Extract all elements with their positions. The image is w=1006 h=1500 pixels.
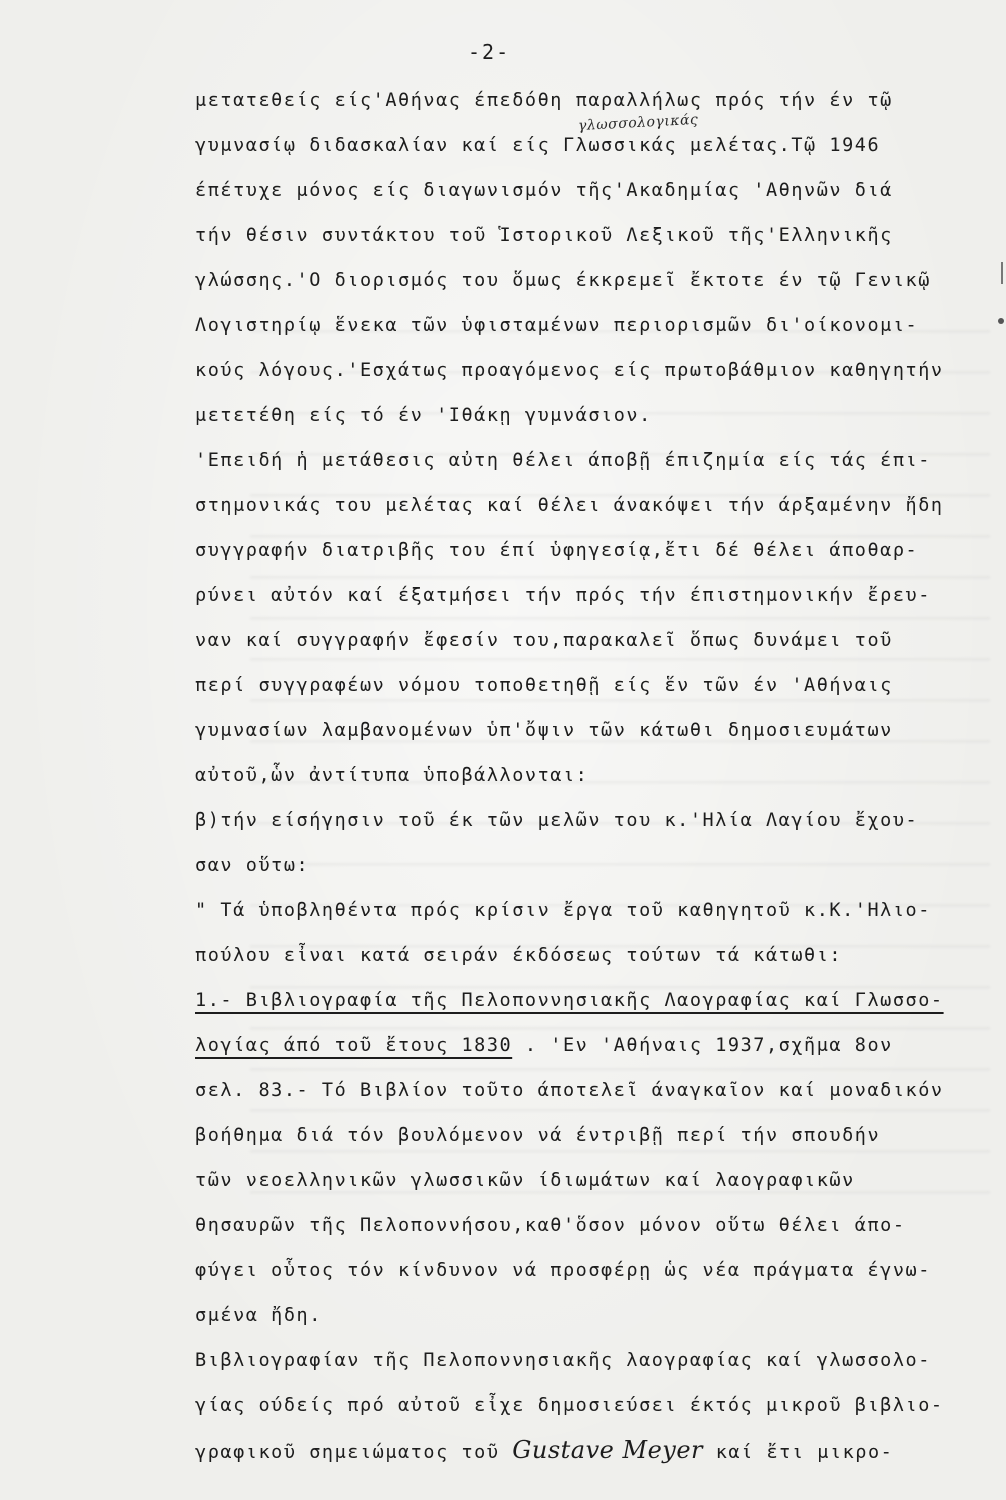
text-line: μετατεθείς είς'Αθήνας έπεδόθη παραλλήλως πρός τήν έν τῷ bbox=[195, 90, 893, 111]
handwritten-annotation: γλωσσολογικάς bbox=[577, 111, 699, 135]
text-line: Βιβλιογραφίαν τῆς Πελοποννησιακῆς λαογραφίας καί γλωσσολο- bbox=[195, 1350, 931, 1371]
text-line: μετετέθη είς τό έν 'Ιθάκῃ γυμνάσιον. bbox=[195, 405, 652, 426]
text-line: πούλου εἶναι κατά σειράν έκδόσεως τούτων τά κάτωθι: bbox=[195, 945, 843, 966]
text-line: γίας ούδείς πρό αὐτοῦ εἶχε δημοσιεύσει έκτός μικροῦ βιβλιο- bbox=[195, 1395, 944, 1416]
text-line: 'Επειδή ἡ μετάθεσις αὐτη θέλει άποβῇ έπιζημία είς τάς έπι- bbox=[195, 450, 931, 471]
item-1-title-line-2 bbox=[195, 1023, 975, 1068]
text-line: περί συγγραφέων νόμου τοποθετηθῇ είς ἕν τῶν έν 'Αθήναις bbox=[195, 675, 893, 696]
item-1-title-continued: λογίας άπό τοῦ ἔτους 1830 bbox=[195, 1035, 513, 1056]
last-text-line bbox=[195, 1428, 975, 1473]
text-line: φύγει οὗτος τόν κίνδυνον νά προσφέρῃ ὡς νέα πράγματα έγνω- bbox=[195, 1260, 931, 1281]
text-line: σελ. 83.- Τό Βιβλίον τοῦτο άποτελεῖ άναγκαῖον καί μοναδικόν bbox=[195, 1080, 944, 1101]
typed-body-text bbox=[195, 78, 975, 1473]
text-line: γυμνασίων λαμβανομένων ὑπ'ὄψιν τῶν κάτωθι δημοσιευμάτων bbox=[195, 720, 893, 741]
item-1-publication-info: . 'Εν 'Αθήναις 1937,σχῆμα 8ον bbox=[512, 1035, 893, 1056]
text-line: σμένα ἤδη. bbox=[195, 1305, 322, 1326]
text-line: β)τήν είσήγησιν τοῦ έκ τῶν μελῶν του κ.'Ηλία Λαγίου ἔχου- bbox=[195, 810, 919, 831]
text-line: ναν καί συγγραφήν ἔφεσίν του,παρακαλεῖ ὅπως δυνάμει τοῦ bbox=[195, 630, 893, 651]
text-line: έπέτυχε μόνος είς διαγωνισμόν τῆς'Ακαδημίας 'Αθηνῶν διά bbox=[195, 180, 893, 201]
text-line: σαν οὕτω: bbox=[195, 855, 310, 876]
text-line: θησαυρῶν τῆς Πελοποννήσου,καθ'ὅσον μόνον οὕτω θέλει άπο- bbox=[195, 1215, 906, 1236]
text-line: στημονικάς του μελέτας καί θέλει άνακόψει τήν άρξαμένην ἤδη bbox=[195, 495, 944, 516]
handwritten-name: Gustave Meyer bbox=[512, 1436, 704, 1464]
text-line: συγγραφήν διατριβῆς του έπί ὑφηγεσίᾳ,ἔτι δέ θέλει άποθαρ- bbox=[195, 540, 919, 561]
text-line: γυμνασίῳ διδασκαλίαν καί είς Γλωσσικάς μελέτας.Τῷ 1946 bbox=[195, 135, 881, 156]
last-line-end: καί ἔτι μικρο- bbox=[703, 1442, 894, 1463]
text-line: ρύνει αὐτόν καί έξατμήσει τήν πρός τήν έπιστημονικήν ἔρευ- bbox=[195, 585, 931, 606]
right-edge-mark bbox=[998, 318, 1004, 324]
text-line: " Τά ὑποβληθέντα πρός κρίσιν ἔργα τοῦ καθηγητοῦ κ.Κ.'Ηλιο- bbox=[195, 900, 931, 921]
item-1-title: 1.- Βιβλιογραφία τῆς Πελοποννησιακῆς Λαογραφίας καί Γλωσσο- bbox=[195, 990, 944, 1011]
right-margin-tick bbox=[1001, 262, 1003, 284]
item-1-title-line bbox=[195, 978, 975, 1023]
text-line: βοήθημα διά τόν βουλόμενον νά έντριβῇ περί τήν σπουδήν bbox=[195, 1125, 881, 1146]
last-line-start: γραφικοῦ σημειώματος τοῦ bbox=[195, 1442, 513, 1463]
page-number: -2- bbox=[468, 40, 511, 64]
text-line: αὐτοῦ,ὧν ἀντίτυπα ὑποβάλλονται: bbox=[195, 765, 589, 786]
text-line: τῶν νεοελληνικῶν γλωσσικῶν ίδιωμάτων καί λαογραφικῶν bbox=[195, 1170, 855, 1191]
text-line: κούς λόγους.'Εσχάτως προαγόμενος είς πρωτοβάθμιον καθηγητήν bbox=[195, 360, 944, 381]
text-line: Λογιστηρίῳ ἕνεκα τῶν ὑφισταμένων περιορισμῶν δι'οίκονομι- bbox=[195, 315, 919, 336]
text-line: γλώσσης.'Ο διορισμός του ὅμως έκκρεμεῖ ἔκτοτε έν τῷ Γενικῷ bbox=[195, 270, 931, 291]
text-line: τήν θέσιν συντάκτου τοῦ Ἱστορικοῦ Λεξικοῦ τῆς'Ελληνικῆς bbox=[195, 225, 893, 246]
